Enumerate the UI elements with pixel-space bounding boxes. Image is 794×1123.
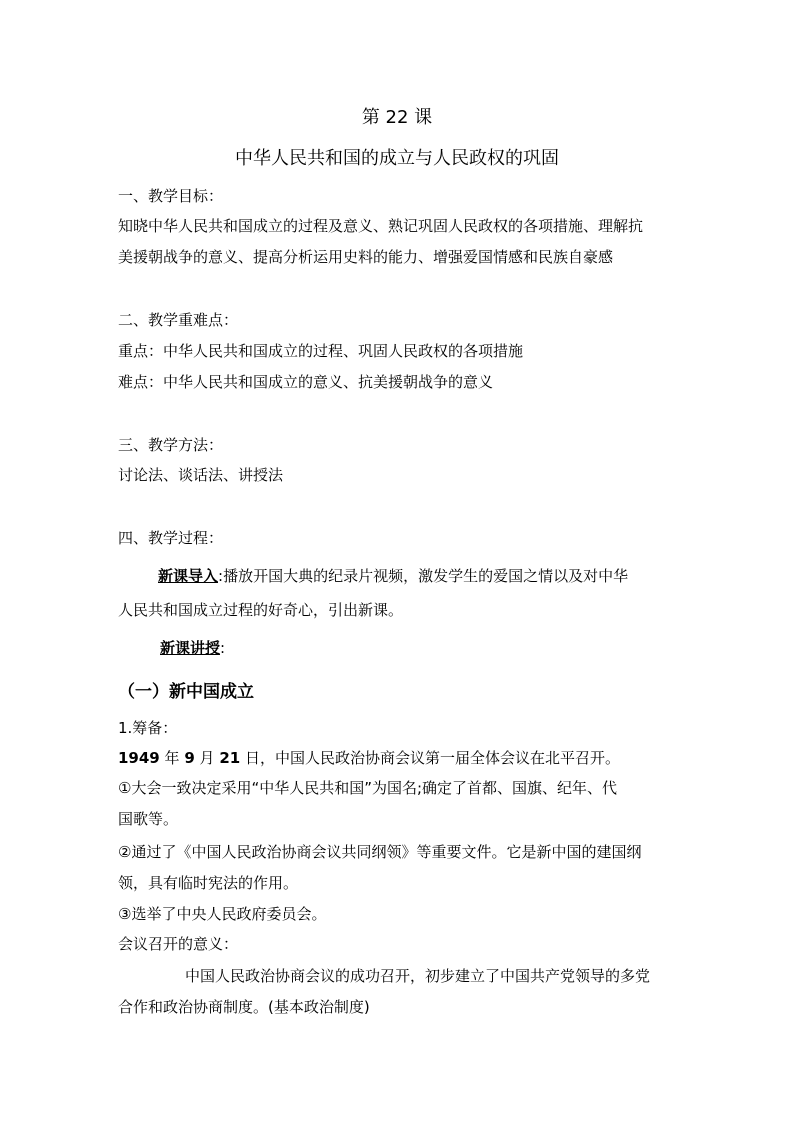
objectives-line-2: 美援朝战争的意义、提高分析运用史料的能力、增强爱国情感和民族自豪感 xyxy=(118,248,614,266)
lesson-number: 第 22 课 xyxy=(361,107,433,128)
date-rest: 日，中国人民政治协商会议第一届全体会议在北平召开。 xyxy=(245,749,621,767)
date-year-char: 年 xyxy=(164,749,180,767)
item-3-line: ③选举了中央人民政府委员会。 xyxy=(118,905,327,923)
intro-paragraph-line-2: 人民共和国成立过程的好奇心，引出新课。 xyxy=(118,601,404,619)
key-point-line: 重点：中华人民共和国成立的过程、巩固人民政权的各项措施 xyxy=(118,342,524,360)
part-heading-new-china: （一）新中国成立 xyxy=(118,682,254,702)
date-month: 9 xyxy=(184,749,195,767)
date-day: 21 xyxy=(219,749,241,767)
item-1-line-2: 国歌等。 xyxy=(118,810,179,828)
item-1-line-1: ①大会一致决定采用“中华人民共和国”为国名;确定了首都、国旗、纪年、代 xyxy=(118,779,618,797)
section-heading-methods: 三、教学方法： xyxy=(118,436,224,454)
teaching-colon: : xyxy=(220,639,226,657)
conference-date-line xyxy=(118,748,678,768)
intro-text-1: 播放开国大典的纪录片视频，激发学生的爱国之情以及对中华 xyxy=(223,567,629,585)
teaching-label-line xyxy=(160,638,680,658)
intro-paragraph-line-1 xyxy=(158,566,678,586)
methods-line: 讨论法、谈话法、讲授法 xyxy=(118,466,284,484)
significance-line-1: 中国人民政治协商会议的成功召开，初步建立了中国共产党领导的多党 xyxy=(185,967,651,985)
date-month-char: 月 xyxy=(199,749,215,767)
item-2-line-1: ②通过了《中国人民政治协商会议共同纲领》等重要文件。它是新中国的建国纲 xyxy=(118,843,642,861)
section-heading-key-points: 二、教学重难点： xyxy=(118,311,239,329)
intro-label: 新课导入 xyxy=(158,567,219,585)
section-heading-process: 四、教学过程： xyxy=(118,529,224,547)
significance-line-2: 合作和政治协商制度。(基本政治制度) xyxy=(118,998,370,1016)
lesson-title: 中华人民共和国的成立与人民政权的巩固 xyxy=(235,148,559,169)
date-year: 1949 xyxy=(118,749,160,767)
section-heading-objectives: 一、教学目标： xyxy=(118,187,224,205)
subheading-preparation: 1.筹备： xyxy=(118,719,178,737)
item-2-line-2: 领，具有临时宪法的作用。 xyxy=(118,874,299,892)
significance-heading: 会议召开的意义： xyxy=(118,935,239,953)
objectives-line-1: 知晓中华人民共和国成立的过程及意义、熟记巩固人民政权的各项措施、理解抗 xyxy=(118,217,644,235)
teaching-label: 新课讲授 xyxy=(160,639,221,657)
difficult-point-line: 难点：中华人民共和国成立的意义、抗美援朝战争的意义 xyxy=(118,373,494,391)
intro-colon: : xyxy=(218,567,224,585)
